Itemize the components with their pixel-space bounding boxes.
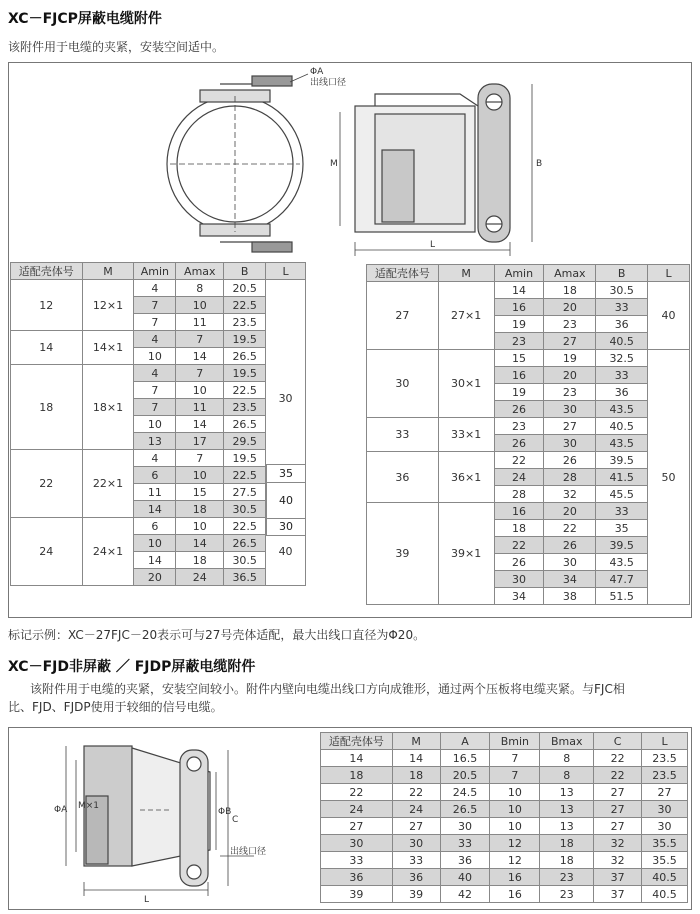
cell: 33: [440, 835, 490, 852]
label-m: M: [330, 159, 338, 169]
b-cell: 43.5: [596, 554, 648, 571]
cell: 24.5: [440, 784, 490, 801]
amin-cell: 7: [134, 297, 176, 314]
header-bmax: Bmax: [540, 733, 594, 750]
header-l: L: [648, 265, 690, 282]
cell: 27: [642, 784, 688, 801]
l-cell: 30: [266, 280, 306, 518]
b-cell: 39.5: [596, 452, 648, 469]
amin-cell: 22: [494, 537, 544, 554]
header-l: L: [266, 263, 306, 280]
header-shell: 适配壳体号: [11, 263, 83, 280]
cell: 30: [321, 835, 393, 852]
b-cell: 26.5: [224, 535, 266, 552]
cell: 36: [392, 869, 440, 886]
b-cell: 22.5: [224, 467, 266, 484]
cell: 12: [490, 835, 540, 852]
cell: 8: [540, 750, 594, 767]
table-row: [11, 280, 306, 297]
cell: 36: [440, 852, 490, 869]
fjd-drawing: [20, 732, 310, 908]
cell: 12: [490, 852, 540, 869]
cell: 27: [594, 801, 642, 818]
header-amax: Amax: [544, 265, 596, 282]
section2-description-line2: 比、FJD、FJDP使用于较细的信号电缆。: [8, 700, 223, 714]
b-cell: 35: [596, 520, 648, 537]
m-cell: 22×1: [82, 450, 134, 518]
amin-cell: 19: [494, 384, 544, 401]
fjcp-table-right: [366, 264, 690, 605]
amin-cell: 10: [134, 348, 176, 365]
amin-cell: 23: [494, 418, 544, 435]
b-cell: 39.5: [596, 537, 648, 554]
b-cell: 43.5: [596, 435, 648, 452]
label-phi-a: ΦA: [54, 805, 68, 815]
cell: 30: [642, 801, 688, 818]
header-b: B: [224, 263, 266, 280]
amin-cell: 14: [494, 282, 544, 299]
amax-cell: 10: [176, 297, 224, 314]
b-cell: 22.5: [224, 297, 266, 314]
amin-cell: 6: [134, 467, 176, 484]
b-cell: 22.5: [224, 382, 266, 399]
amin-cell: 16: [494, 503, 544, 520]
amax-cell: 11: [176, 314, 224, 331]
l-cell: 35: [267, 465, 305, 483]
amin-cell: 6: [134, 518, 176, 535]
shell-cell: 24: [11, 518, 83, 586]
cell: 35.5: [642, 852, 688, 869]
b-cell: 45.5: [596, 486, 648, 503]
header-amin: Amin: [494, 265, 544, 282]
l-cell: 40: [648, 282, 690, 350]
cell: 10: [490, 801, 540, 818]
amax-cell: 26: [544, 537, 596, 554]
table-row: [367, 503, 690, 520]
marking-example-note: 标记示例：XC－27FJC－20表示可与27号壳体适配，最大出线口直径为Φ20。: [8, 628, 426, 642]
amin-cell: 4: [134, 450, 176, 467]
amax-cell: 10: [176, 382, 224, 399]
cell: 33: [321, 852, 393, 869]
cell: 18: [540, 852, 594, 869]
table-row: [321, 801, 688, 818]
amin-cell: 4: [134, 365, 176, 382]
amin-cell: 34: [494, 588, 544, 605]
shell-cell: 33: [367, 418, 439, 452]
b-cell: 40.5: [596, 333, 648, 350]
cell: 27: [321, 818, 393, 835]
amax-cell: 20: [544, 299, 596, 316]
table-row: [11, 331, 306, 348]
cell: 22: [392, 784, 440, 801]
amax-cell: 7: [176, 365, 224, 382]
b-cell: 27.5: [224, 484, 266, 501]
cell: 37: [594, 886, 642, 903]
amax-cell: 27: [544, 418, 596, 435]
cell: 16: [490, 886, 540, 903]
shell-cell: 18: [11, 365, 83, 450]
b-cell: 36: [596, 384, 648, 401]
cell: 27: [594, 818, 642, 835]
cell: 8: [540, 767, 594, 784]
cell: 24: [321, 801, 393, 818]
shell-cell: 12: [11, 280, 83, 331]
cell: 14: [392, 750, 440, 767]
cell: 16.5: [440, 750, 490, 767]
amin-cell: 19: [494, 316, 544, 333]
amin-cell: 7: [134, 314, 176, 331]
cell: 40: [440, 869, 490, 886]
m-cell: 14×1: [82, 331, 134, 365]
b-cell: 23.5: [224, 399, 266, 416]
amax-cell: 7: [176, 450, 224, 467]
label-m: M×1: [78, 801, 100, 811]
section1-title: XC－FJCP屏蔽电缆附件: [8, 11, 162, 27]
shell-cell: 22: [11, 450, 83, 518]
amin-cell: 11: [134, 484, 176, 501]
header-bmin: Bmin: [490, 733, 540, 750]
l-cell: 40: [266, 518, 306, 586]
b-cell: 51.5: [596, 588, 648, 605]
amax-cell: 28: [544, 469, 596, 486]
header-b: B: [596, 265, 648, 282]
b-cell: 22.5: [224, 518, 266, 535]
b-cell: 40.5: [596, 418, 648, 435]
cell: 23: [540, 886, 594, 903]
amax-cell: 20: [544, 503, 596, 520]
table-row: [321, 750, 688, 767]
m-cell: 39×1: [438, 503, 494, 605]
b-cell: 30.5: [596, 282, 648, 299]
m-cell: 12×1: [82, 280, 134, 331]
label-c: C: [232, 815, 239, 825]
amin-cell: 24: [494, 469, 544, 486]
label-cable-exit: 出线口径: [230, 847, 267, 857]
amax-cell: 30: [544, 554, 596, 571]
amax-cell: 24: [176, 569, 224, 586]
amin-cell: 26: [494, 554, 544, 571]
amax-cell: 23: [544, 316, 596, 333]
header-amin: Amin: [134, 263, 176, 280]
label-phi-a: ΦA: [310, 67, 324, 77]
b-cell: 43.5: [596, 401, 648, 418]
cell: 23.5: [642, 767, 688, 784]
table-row: [367, 418, 690, 435]
amax-cell: 38: [544, 588, 596, 605]
amax-cell: 7: [176, 331, 224, 348]
cell: 35.5: [642, 835, 688, 852]
table-row: [11, 450, 306, 467]
amax-cell: 11: [176, 399, 224, 416]
table-row: [321, 852, 688, 869]
table-row: [321, 886, 688, 903]
amax-cell: 22: [544, 520, 596, 537]
b-cell: 19.5: [224, 365, 266, 382]
b-cell: 19.5: [224, 331, 266, 348]
amin-cell: 18: [494, 520, 544, 537]
amax-cell: 20: [544, 367, 596, 384]
b-cell: 19.5: [224, 450, 266, 467]
cell: 32: [594, 852, 642, 869]
cell: 18: [392, 767, 440, 784]
amax-cell: 14: [176, 535, 224, 552]
m-cell: 33×1: [438, 418, 494, 452]
m-cell: 18×1: [82, 365, 134, 450]
cell: 24: [392, 801, 440, 818]
fjcp-drawing: [160, 66, 560, 262]
b-cell: 36.5: [224, 569, 266, 586]
section2-title: XC－FJD非屏蔽 ／ FJDP屏蔽电缆附件: [8, 659, 256, 675]
cell: 32: [594, 835, 642, 852]
b-cell: 33: [596, 503, 648, 520]
amin-cell: 15: [494, 350, 544, 367]
cell: 40.5: [642, 886, 688, 903]
amax-cell: 8: [176, 280, 224, 297]
b-cell: 26.5: [224, 416, 266, 433]
amax-cell: 32: [544, 486, 596, 503]
amin-cell: 26: [494, 401, 544, 418]
b-cell: 26.5: [224, 348, 266, 365]
table-row: [367, 350, 690, 367]
amin-cell: 14: [134, 552, 176, 569]
l-cell: 30: [279, 520, 293, 533]
b-cell: 33: [596, 299, 648, 316]
b-cell: 30.5: [224, 552, 266, 569]
cell: 39: [321, 886, 393, 903]
shell-cell: 14: [11, 331, 83, 365]
amax-cell: 18: [544, 282, 596, 299]
cell: 13: [540, 784, 594, 801]
amin-cell: 7: [134, 382, 176, 399]
cell: 40.5: [642, 869, 688, 886]
header-shell: 适配壳体号: [321, 733, 393, 750]
amin-cell: 26: [494, 435, 544, 452]
amax-cell: 27: [544, 333, 596, 350]
amin-cell: 14: [134, 501, 176, 518]
cell: 13: [540, 801, 594, 818]
amin-cell: 10: [134, 416, 176, 433]
amin-cell: 30: [494, 571, 544, 588]
table-row: [11, 365, 306, 382]
cell: 27: [392, 818, 440, 835]
label-phi-b: ΦB: [218, 807, 232, 817]
amax-cell: 23: [544, 384, 596, 401]
b-cell: 29.5: [224, 433, 266, 450]
shell-cell: 27: [367, 282, 439, 350]
fjd-table: [320, 732, 688, 903]
b-cell: 41.5: [596, 469, 648, 486]
cell: 36: [321, 869, 393, 886]
amax-cell: 34: [544, 571, 596, 588]
header-c: C: [594, 733, 642, 750]
header-m: M: [392, 733, 440, 750]
label-cable-exit: 出线口径: [310, 78, 347, 88]
cell: 23: [540, 869, 594, 886]
amax-cell: 18: [176, 501, 224, 518]
header-m: M: [82, 263, 134, 280]
b-cell: 23.5: [224, 314, 266, 331]
cell: 27: [594, 784, 642, 801]
amin-cell: 4: [134, 331, 176, 348]
cell: 26.5: [440, 801, 490, 818]
amin-cell: 22: [494, 452, 544, 469]
header-l: L: [642, 733, 688, 750]
amax-cell: 18: [176, 552, 224, 569]
section2-description-line1: 该附件用于电缆的夹紧，安装空间较小。附件内壁向电缆出线口方向成锥形，通过两个压板将电缆夹紧。与FJC相: [30, 682, 625, 696]
b-cell: 30.5: [224, 501, 266, 518]
amin-cell: 28: [494, 486, 544, 503]
cell: 13: [540, 818, 594, 835]
amax-cell: 30: [544, 435, 596, 452]
amin-cell: 20: [134, 569, 176, 586]
label-l: L: [144, 895, 150, 905]
b-cell: 20.5: [224, 280, 266, 297]
amin-cell: 23: [494, 333, 544, 350]
table-row: [321, 784, 688, 801]
b-cell: 32.5: [596, 350, 648, 367]
label-b: B: [536, 159, 543, 169]
cell: 30: [642, 818, 688, 835]
cell: 7: [490, 767, 540, 784]
header-m: M: [438, 265, 494, 282]
shell-cell: 30: [367, 350, 439, 418]
amax-cell: 15: [176, 484, 224, 501]
m-cell: 36×1: [438, 452, 494, 503]
cell: 10: [490, 818, 540, 835]
amax-cell: 30: [544, 401, 596, 418]
amax-cell: 19: [544, 350, 596, 367]
cell: 18: [321, 767, 393, 784]
shell-cell: 36: [367, 452, 439, 503]
table-row: [321, 835, 688, 852]
amax-cell: 10: [176, 518, 224, 535]
m-cell: 24×1: [82, 518, 134, 586]
cell: 22: [594, 750, 642, 767]
amax-cell: 14: [176, 348, 224, 365]
b-cell: 36: [596, 316, 648, 333]
cell: 30: [392, 835, 440, 852]
l-col-22-block: [266, 464, 306, 536]
cell: 16: [490, 869, 540, 886]
amin-cell: 16: [494, 367, 544, 384]
cell: 10: [490, 784, 540, 801]
cell: 7: [490, 750, 540, 767]
table-row: [367, 282, 690, 299]
fjcp-table-left: [10, 262, 306, 586]
amax-cell: 17: [176, 433, 224, 450]
cell: 23.5: [642, 750, 688, 767]
amin-cell: 13: [134, 433, 176, 450]
cell: 42: [440, 886, 490, 903]
table-row: [321, 767, 688, 784]
amax-cell: 10: [176, 467, 224, 484]
table-row: [321, 818, 688, 835]
cell: 14: [321, 750, 393, 767]
shell-cell: 39: [367, 503, 439, 605]
amin-cell: 4: [134, 280, 176, 297]
section1-description: 该附件用于电缆的夹紧，安装空间适中。: [8, 40, 225, 54]
header-a: A: [440, 733, 490, 750]
m-cell: 27×1: [438, 282, 494, 350]
l-cell: 40: [267, 483, 305, 519]
amin-cell: 16: [494, 299, 544, 316]
cell: 33: [392, 852, 440, 869]
b-cell: 33: [596, 367, 648, 384]
cell: 22: [594, 767, 642, 784]
table-row: [11, 518, 306, 535]
cell: 30: [440, 818, 490, 835]
amin-cell: 7: [134, 399, 176, 416]
amax-cell: 26: [544, 452, 596, 469]
cell: 18: [540, 835, 594, 852]
l-cell: 50: [648, 350, 690, 605]
m-cell: 30×1: [438, 350, 494, 418]
amin-cell: 10: [134, 535, 176, 552]
header-shell: 适配壳体号: [367, 265, 439, 282]
cell: 22: [321, 784, 393, 801]
amax-cell: 14: [176, 416, 224, 433]
table-row: [367, 452, 690, 469]
cell: 37: [594, 869, 642, 886]
cell: 20.5: [440, 767, 490, 784]
table-row: [321, 869, 688, 886]
header-amax: Amax: [176, 263, 224, 280]
cell: 39: [392, 886, 440, 903]
b-cell: 47.7: [596, 571, 648, 588]
label-l: L: [430, 240, 436, 250]
